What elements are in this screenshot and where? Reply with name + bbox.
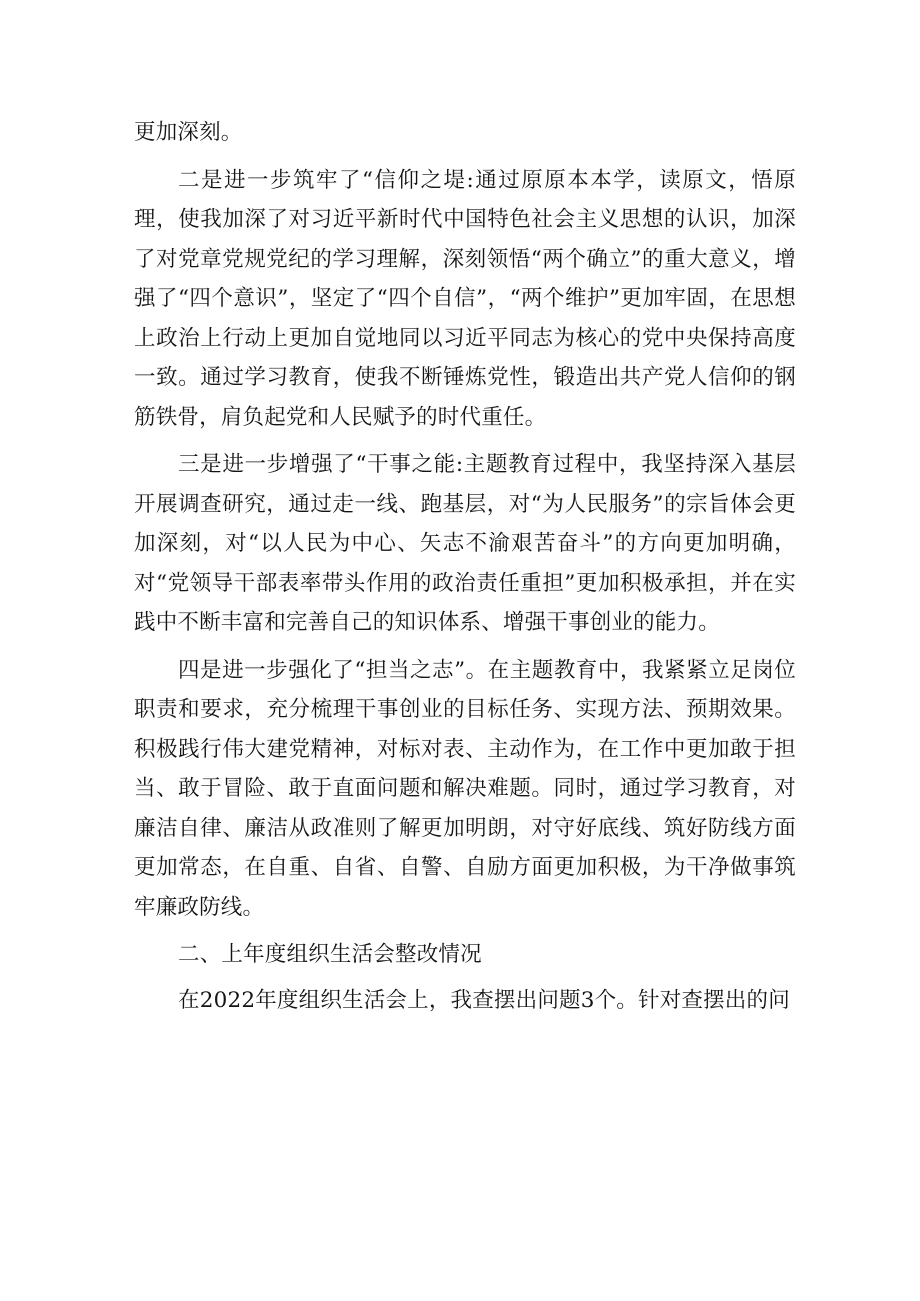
document-body bbox=[134, 113, 796, 1028]
paragraph-capability: 三是进一步增强了“干事之能:主题教育过程中，我坚持深入基层开展调查研究，通过走一线、跑基层，对“为人民服务”的宗旨体会更加深刻，对“以人民为中心、矢志不渝艰苦奋斗”的方向更加明确，对“党领导干部表率带头作用的政治责任重担”更加积极承担，并在实践中不断丰富和完善自己的知识体系、增强干事创业的能力。 bbox=[134, 452, 796, 635]
section-heading: 二、上年度组织生活会整改情况 bbox=[178, 942, 482, 967]
paragraph-responsibility: 四是进一步强化了“担当之志”。在主题教育中，我紧紧立足岗位职责和要求，充分梳理干事创业的目标任务、实现方法、预期效果。积极践行伟大建党精神，对标对表、主动作为，在工作中更加敢于担当、敢于冒险、敢于直面问题和解决难题。同时，通过学习教育，对廉洁自律、廉洁从政准则了解更加明朗，对守好底线、筑好防线方面更加常态，在自重、自省、自警、自励方面更加积极，为干净做事筑牢廉政防线。 bbox=[134, 657, 796, 920]
paragraph-continuation: 更加深刻。 bbox=[134, 120, 243, 145]
paragraph-rectification: 在2022年度组织生活会上，我查摆出问题3个。针对查摆出的问 bbox=[178, 987, 790, 1013]
paragraph-belief: 二是进一步筑牢了“信仰之堤:通过原原本本学，读原文，悟原理，使我加深了对习近平新时代中国特色社会主义思想的认识，加深了对党章党规党纪的学习理解，深刻领悟“两个确立”的重大意义，增强了“四个意识”，坚定了“四个自信”，“两个维护”更加牢固，在思想上政治上行动上更加自觉地同以习近平同志为核心的党中央保持高度一致。通过学习教育，使我不断锤炼党性，锻造出共产党人信仰的钢筋铁骨，肩负起党和人民赋予的时代重任。 bbox=[134, 167, 796, 430]
